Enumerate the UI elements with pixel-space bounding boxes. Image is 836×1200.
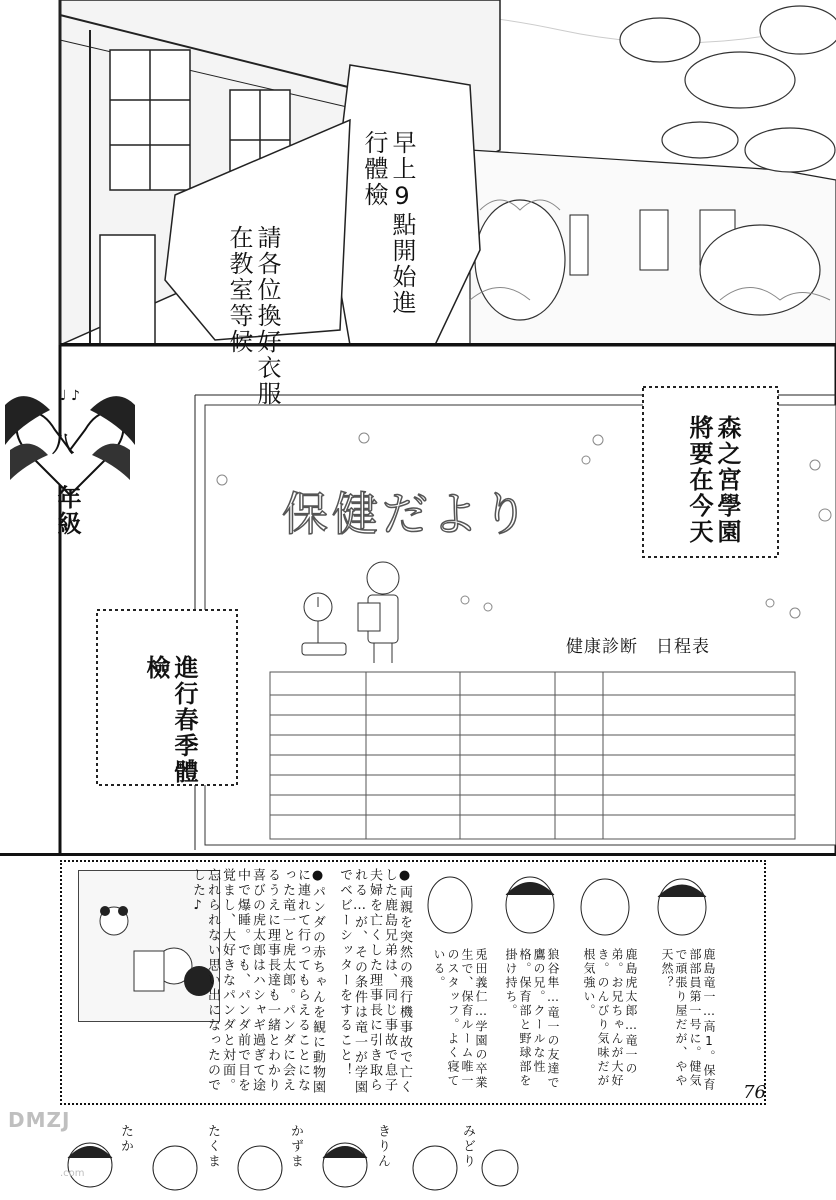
school-building-panel xyxy=(0,0,836,345)
balloon-time: 早上9點開始進行體檢 xyxy=(360,130,416,316)
cast-name-takuma: たくま xyxy=(205,1124,220,1169)
chapter-label: 年級 xyxy=(53,485,82,537)
cast-name-kirin: きりん xyxy=(375,1124,390,1169)
school-building-art xyxy=(0,0,836,345)
profile-kotaro: 鹿島虎太郎…竜一の弟。お兄ちゃんが大好き。のんびり気味だが根気強い。 xyxy=(582,948,638,1088)
cast-name-kazuma: かずま xyxy=(288,1124,303,1169)
balloon-instruction: 請各位換好衣服在教室等候 xyxy=(225,225,281,407)
profile-ryuichi: 鹿島竜一…高1。保育部部員第一号に。健気で頑張り屋だが、やや天然？ xyxy=(660,948,716,1092)
cast-name-midori: みどり xyxy=(460,1124,475,1169)
story-recap: ●パンダの赤ちゃんを観に動物園に連れて行ってもらえることになった竜一と虎太郎。パンダに会えるうえに理事長達も一緒とわかり喜びの虎太郎はハシャギ過ぎて途中で爆睡。でも、パンダ前で目を覚まし、大好きなパンダと対面。忘れられない思い出になったのでした♪ xyxy=(190,868,325,1095)
narration-academy: 森之宮學園將要在今天 xyxy=(685,415,741,545)
chapter-number: 八 xyxy=(52,432,75,458)
cast-name-taka: たか xyxy=(118,1124,133,1154)
panel-separator xyxy=(0,853,836,856)
svg-text:♩ ♪: ♩ ♪ xyxy=(60,388,80,404)
page-number: 76 xyxy=(743,1082,766,1103)
narration-spring: 進行春季體檢 xyxy=(142,655,198,785)
character-portraits xyxy=(420,865,720,945)
character-info-strip xyxy=(60,860,766,1105)
bulletin-subtitle: 健康診断 日程表 xyxy=(566,637,710,657)
chapter-emblem xyxy=(0,365,140,580)
profile-karasuma: 狼谷隼…竜一の友達で鷹の兄。クールな性格。保育部と野球部を掛け持ち。 xyxy=(504,948,560,1090)
cast-row xyxy=(60,1110,700,1200)
watermark-domain: .com xyxy=(60,1168,85,1179)
bulletin-title: 保健だより xyxy=(282,487,532,541)
profile-usada: 兎田義仁…学園の卒業生で、保育ルーム唯一のスタッフ。よく寝ている。 xyxy=(432,948,488,1090)
story-intro: ●両親を突然の飛行機事故で亡くした鹿島兄弟は、同じ事故で息子夫婦を亡くした理事長に引き取られる…が、その条件は竜一が学園でベビーシッターをすること！ xyxy=(337,868,412,1095)
watermark: DMZJ xyxy=(8,1108,71,1132)
winged-heart-icon xyxy=(0,365,140,580)
